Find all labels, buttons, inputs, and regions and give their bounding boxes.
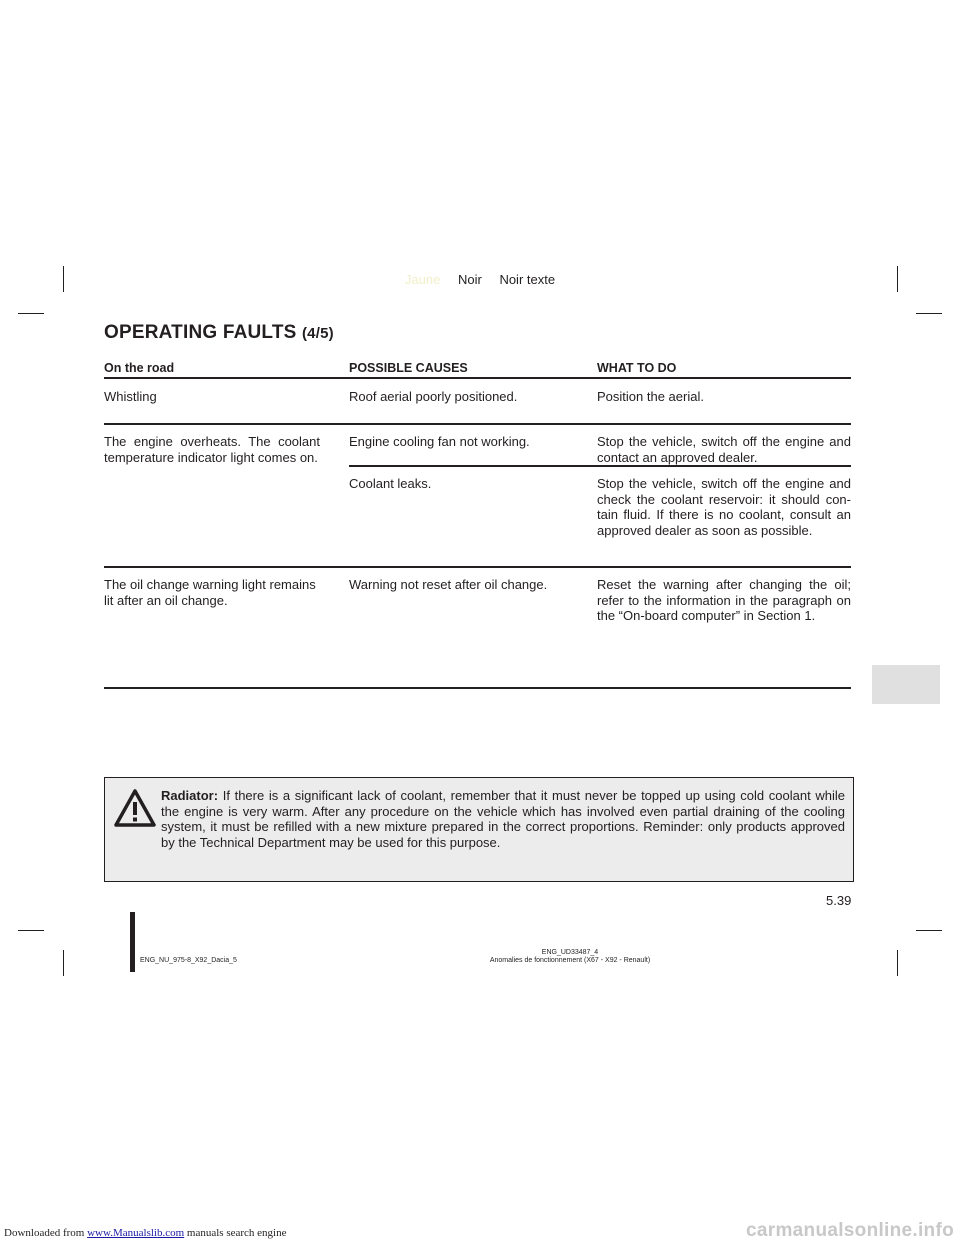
warning-box [104,777,854,882]
footer-bar [130,912,135,972]
footer-doc-title: Anomalies de fonctionnement (X67 - X92 - Renault) [489,957,651,964]
row-3-cause: Coolant leaks. [349,476,432,491]
color-label-noir-texte: Noir texte [499,272,556,287]
header-action: WHAT TO DO [597,361,677,375]
row-4-action: Reset the warning after changing the oil; refer to the information in the paragraph on the “On-board computer” in Section 1. [597,577,851,623]
watermark: carmanualsonline.info [746,1220,954,1241]
sub-row-rule [349,465,851,467]
header-rule [104,377,851,379]
footer-doc-info [430,949,710,965]
row-rule [104,566,851,568]
crop-mark [18,313,44,314]
warning-text [161,788,845,850]
page-title [104,322,334,344]
download-suffix: manuals search engine [186,1227,287,1239]
manualslib-link[interactable]: www.Manualslib.com [87,1227,185,1239]
crop-mark [18,930,44,931]
row-3-action: Stop the vehicle, switch off the engine and check the coolant reservoir: it should con-tain fluid. If there is no coolant, consult an approved dealer as soon as possible. [597,476,851,538]
color-label-noir: Noir [457,272,482,287]
crop-mark [916,313,942,314]
download-prefix: Downloaded from [4,1227,85,1239]
crop-mark [897,950,898,976]
warning-label: Radiator: [161,788,219,803]
row-2-cause: Engine cooling fan not working. [349,434,530,449]
download-notice [4,1227,286,1239]
row-1-action: Position the aerial. [597,389,704,404]
page-number: 5.39 [826,893,852,908]
row-2-symptom: The engine overheats. The coolant temperature indicator light comes on. [104,434,320,465]
header-causes: POSSIBLE CAUSES [349,361,468,375]
page-title-main: OPERATING FAULTS [104,322,297,343]
print-color-labels [0,272,960,287]
crop-mark [63,950,64,976]
warning-body: If there is a significant lack of coolant, remember that it must never be topped up using cold coolant while the engine is very warm. After any procedure on the vehicle which has involved even partial draining of the cooling system, it must be refilled with a new mixture prepared in the correct proportions. Reminder: only products approved by the Technical Department may be used for this purpose. [161,788,845,850]
crop-mark [916,930,942,931]
row-2-action: Stop the vehicle, switch off the engine and contact an approved dealer. [597,434,851,465]
page-title-part: (4/5) [301,325,334,342]
download-bar [0,1220,960,1242]
row-4-symptom: The oil change warning light remains lit after an oil change. [104,577,316,608]
footer-doc-code: ENG_UD33487_4 [541,949,599,956]
footer-file-code: ENG_NU_975-8_X92_Dacia_5 [140,957,237,964]
row-1-symptom: Whistling [104,389,157,404]
section-tab [872,665,940,704]
color-label-jaune: Jaune [404,272,441,287]
table-bottom-rule [104,687,851,689]
header-symptom: On the road [104,361,175,375]
warning-triangle-icon [113,788,157,828]
row-4-cause: Warning not reset after oil change. [349,577,548,592]
row-rule [104,423,851,425]
row-1-cause: Roof aerial poorly positioned. [349,389,518,404]
